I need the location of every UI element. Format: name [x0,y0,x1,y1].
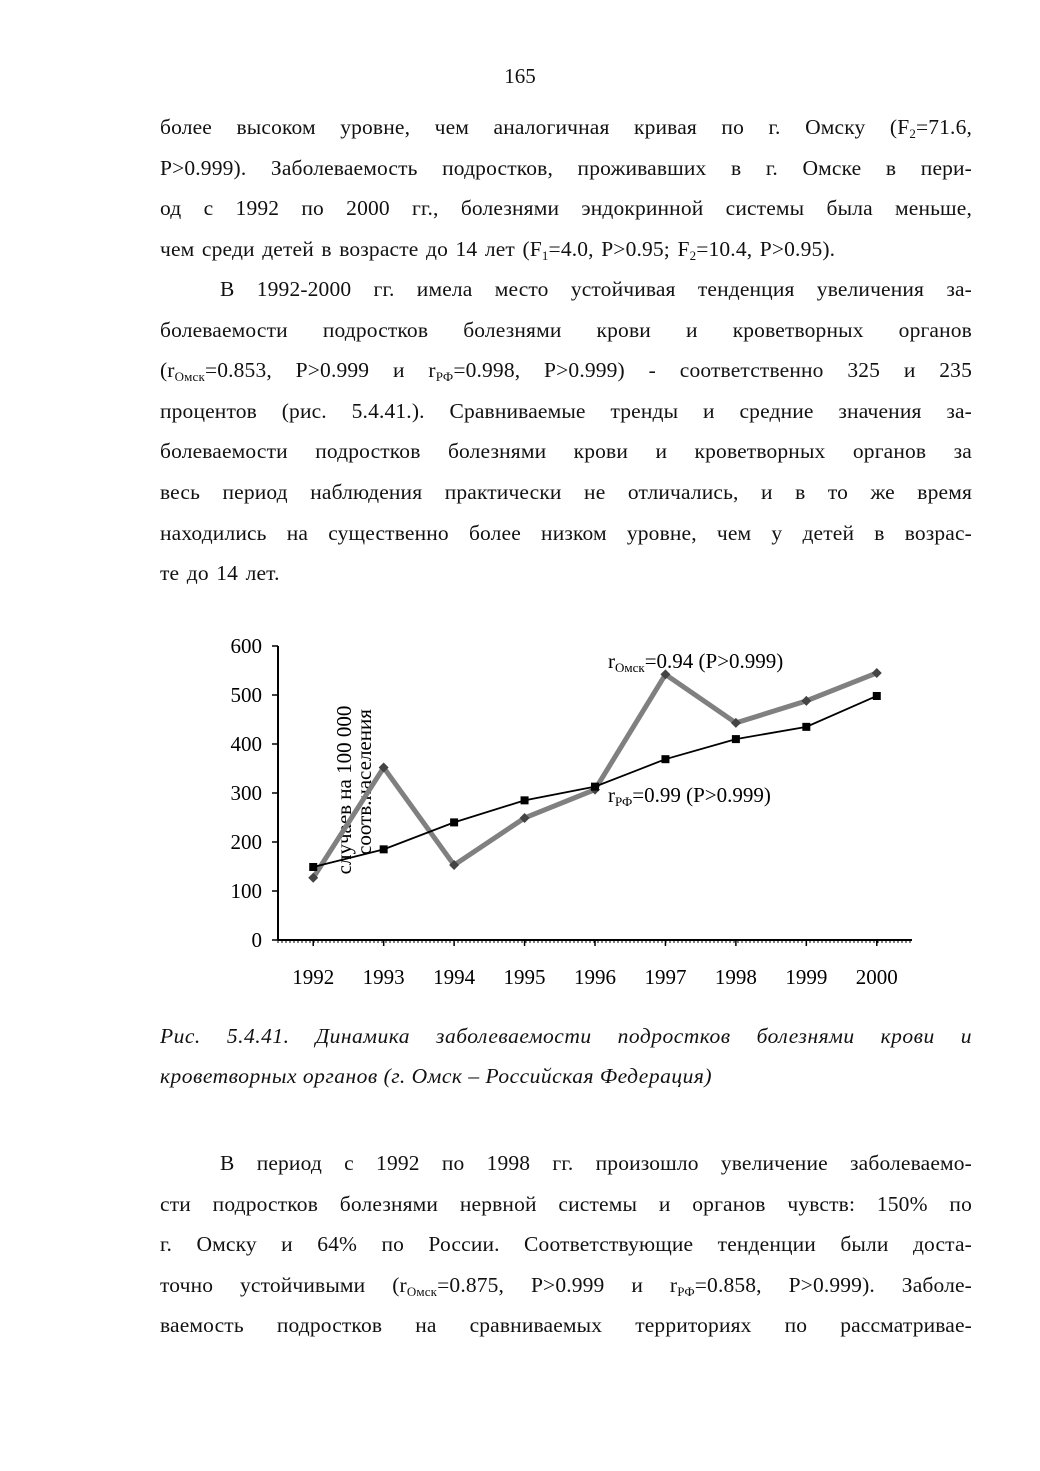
page-number: 165 [504,64,536,88]
paragraph-3 [160,1143,972,1346]
paragraph-2-line: находились на существенно более низком уровне, чем у детей в возрас- [160,520,972,545]
y-tick-label: 400 [230,732,262,756]
y-tick-label: 200 [230,830,262,854]
figure-caption [160,1016,972,1096]
x-tick-label: 1995 [503,965,546,989]
paragraph-2-line: те до 14 лет. [160,561,280,586]
caption-line: кроветворных органов (г. Омск – Российская Федерация) [160,1064,713,1088]
series-2-point [873,692,881,700]
series-line-2 [313,696,877,867]
paragraph-2-line: В 1992-2000 гг. имела место устойчивая тенденция увеличения за- [220,277,972,301]
series-2-point [450,818,458,826]
x-tick-label: 1999 [785,965,828,989]
y-axis-label-line-1: случаев на 100 000 [332,705,356,875]
x-tick-label: 2000 [855,965,898,989]
x-tick-label: 1992 [292,965,335,989]
paragraph-2-line: болеваемости подростков болезнями крови и кроветворных органов за [160,439,972,464]
y-axis-label-line-2: соотв.населения [352,709,376,855]
paragraph-3-line: В период с 1992 по 1998 гг. произошло увеличение заболеваемо- [220,1151,972,1175]
paragraph-3-line: г. Омску и 64% по России. Соответствующие тенденции были доста- [160,1232,972,1257]
series-lines [308,668,882,883]
series-2-point [732,735,740,743]
y-tick-label: 0 [251,928,262,952]
series-2-point [380,845,388,853]
paragraph-2-line: процентов (рис. 5.4.41.). Сравниваемые тренды и средние значения за- [160,398,972,423]
x-ticks [292,940,898,989]
paragraph-1-line: P>0.999). Заболеваемость подростков, проживавших в г. Омске в пери- [160,155,972,180]
paragraph-2 [160,269,972,594]
x-tick-label: 1993 [362,965,405,989]
x-tick-label: 1998 [714,965,757,989]
series-1-label: rОмск=0.94 (P>0.999) [608,649,784,675]
paragraph-3-line: ваемость подростков на сравниваемых территориях по рассматривае- [160,1313,972,1338]
paragraph-1-line: од с 1992 по 2000 гг., болезнями эндокринной системы была меньше, [160,196,972,221]
x-tick-label: 1996 [574,965,616,989]
paragraph-3-line: сти подростков болезнями нервной системы и органов чувств: 150% по [160,1191,972,1216]
paragraph-1 [160,107,972,269]
series-2-point [521,796,529,804]
series-2-point [309,863,317,871]
y-tick-label: 500 [230,683,262,707]
paragraph-3-line: точно устойчивыми ($r_{Омск}=0.875$, P>0.999 и $r_{РФ}=0.858$, P>0.999). Заболе- [160,1272,972,1299]
paragraph-1-line: чем среди детей в возрасте до 14 лет ($F_1=4.0$, P>0.95; $F_2=10.4$, P>0.95). [160,236,836,263]
caption-line: Рис. 5.4.41. Динамика заболеваемости подростков болезнями крови и [160,1024,972,1048]
series-2-label: rРФ=0.99 (P>0.999) [608,783,771,809]
y-tick-label: 600 [230,634,262,658]
series-2-point [802,723,810,731]
paragraph-2-line: ($r_{Омск}=0.853$, P>0.999 и $r_{РФ}=0.998$, P>0.999) - соответственно 325 и 235 [160,358,972,385]
x-tick-label: 1994 [433,965,476,989]
paragraph-2-line: весь период наблюдения практически не отличались, и в то же время [160,479,972,504]
series-2-point [591,783,599,791]
paragraph-1-line: более высоком уровне, чем аналогичная кривая по г. Омску ($F_2=71.6$, [160,115,972,141]
paragraph-2-line: болеваемости подростков болезнями крови и кроветворных органов [160,317,972,342]
y-ticks [231,634,279,952]
x-tick-label: 1997 [644,965,687,989]
chart-svg [160,630,940,1000]
y-tick-label: 300 [230,781,262,805]
series-line-1 [313,673,877,878]
y-tick-label: 100 [230,879,262,903]
line-chart [160,630,940,1000]
series-2-point [661,755,669,763]
